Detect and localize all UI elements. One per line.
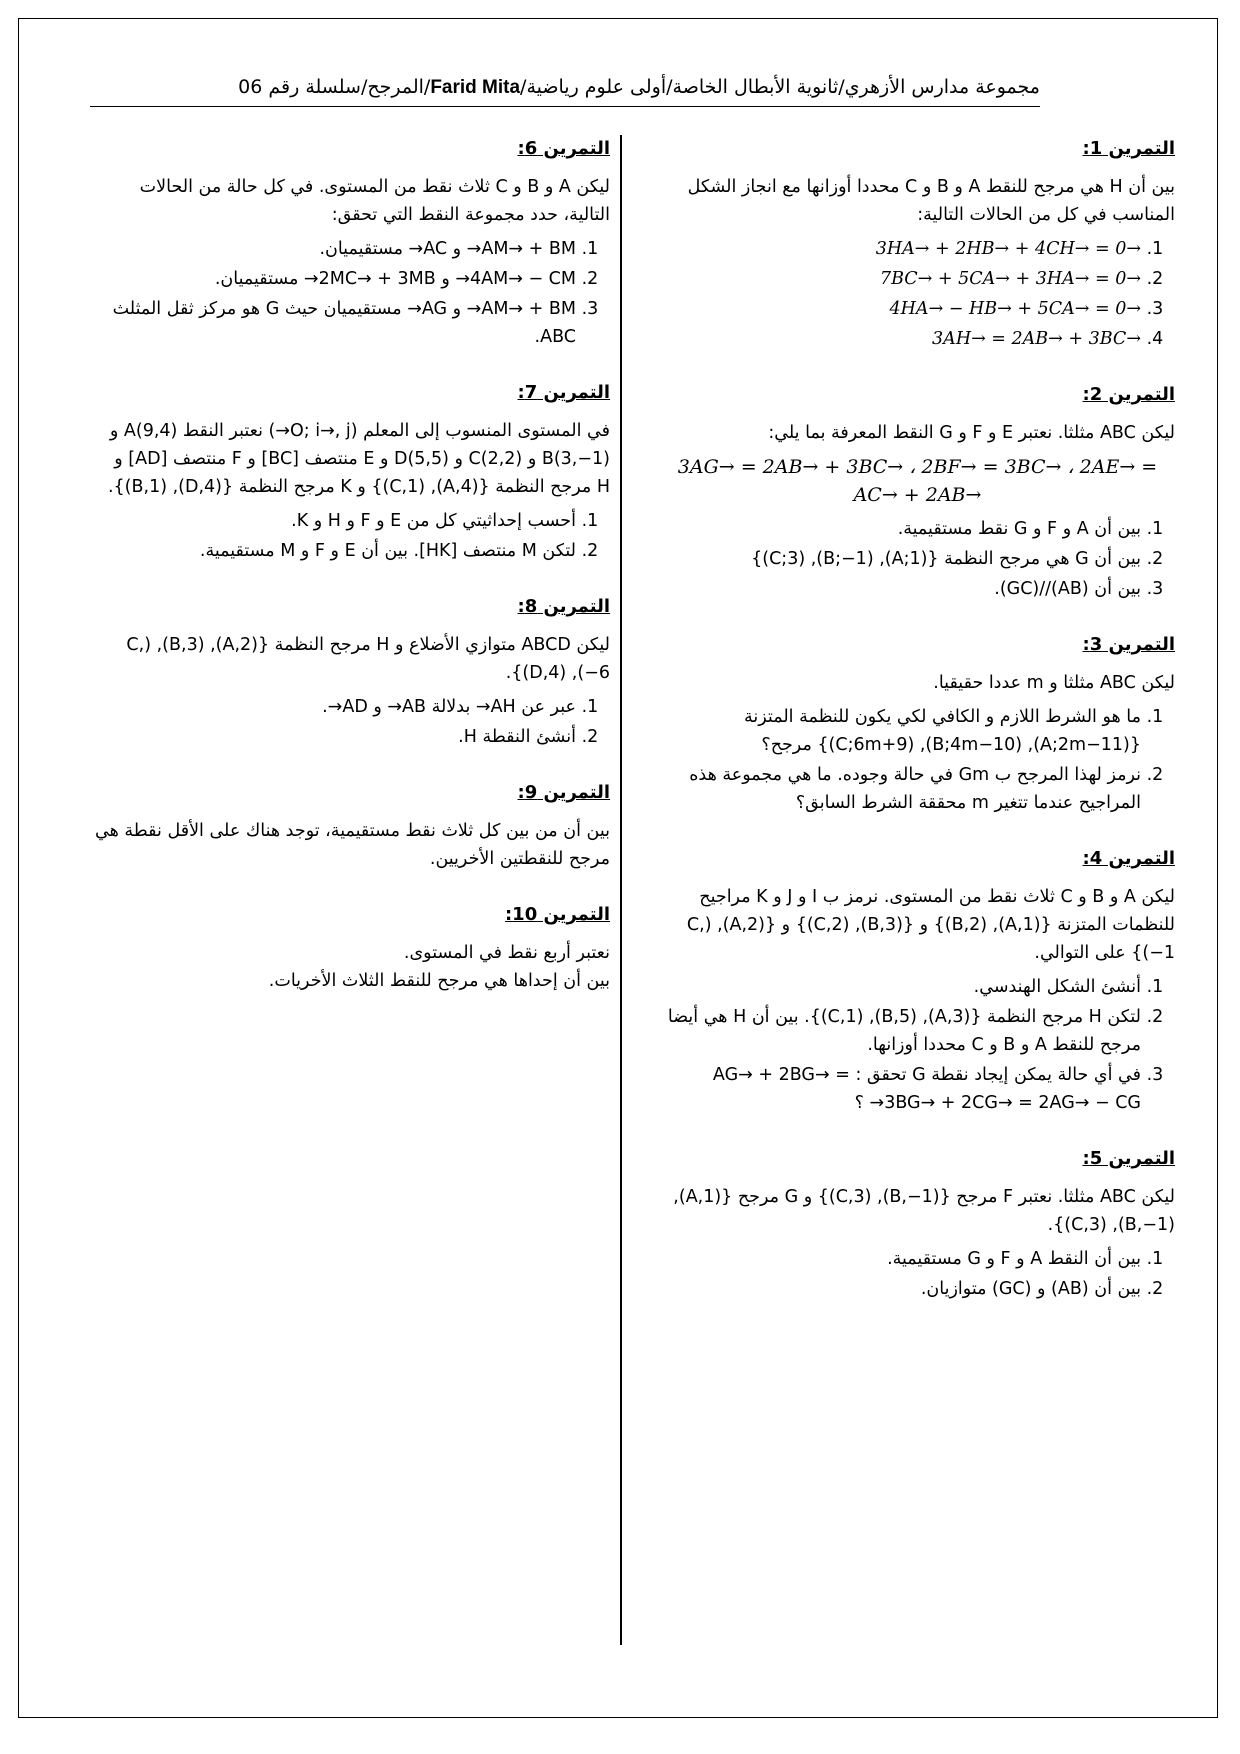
exercise-3 <box>660 631 1175 817</box>
exercise-item: 1. بين أن A و F و G نقط مستقيمية. <box>660 515 1141 543</box>
header-text-after: /المرجح/سلسلة رقم 06 <box>238 76 431 98</box>
vector-equation: 7BC→ + 5CA→ + 3HA→ = 0→ <box>879 269 1141 289</box>
exercise-title: التمرين 10: <box>504 904 610 925</box>
exercise-item: 3. في أي حالة يمكن إيجاد نقطة G تحقق : AG→ + 2BG→ = 3BG→ + 2CG→ = 2AG→ − CG→ ؟ <box>660 1061 1141 1117</box>
exercise-intro: ليكن A و B و C ثلاث نقط من المستوى. في كل حالة من الحالات التالية، حدد مجموعة النقط التي تحقق: <box>139 177 610 225</box>
exercise-item: 1. أنشئ الشكل الهندسي. <box>660 973 1141 1001</box>
exercise-item: 3. بين أن (AB)//(GC). <box>660 575 1141 603</box>
exercise-items <box>660 515 1175 603</box>
exercise-intro: ليكن A و B و C ثلاث نقط من المستوى. نرمز ب I و J و K مراجيح للنظمات المتزنة {(A,1), (B,2)} و {(B,3), (C,2)} و {(A,2), (C,−1)} على التوالي. <box>686 887 1175 963</box>
exercise-items <box>90 693 610 751</box>
exercise-5 <box>660 1145 1175 1303</box>
exercise-title: التمرين 6: <box>517 138 610 159</box>
exercise-item: 1. AM→ + BM→ و AC→ مستقيميان. <box>90 235 576 263</box>
exercise-items <box>660 1245 1175 1303</box>
exercise-item: 2. بين أن (AB) و (GC) متوازيان. <box>660 1275 1141 1303</box>
header-text-before: مجموعة مدارس الأزهري/ثانوية الأبطال الخاصة/أولى علوم رياضية/ <box>520 76 1040 98</box>
right-column <box>660 135 1175 1331</box>
exercise-8 <box>90 593 610 751</box>
exercise-intro: بين أن من بين كل ثلاث نقط مستقيمية، توجد هناك على الأقل نقطة هي مرجح للنقطتين الأخريين. <box>95 821 610 869</box>
exercise-title: التمرين 9: <box>517 782 610 803</box>
exercise-item: 2. لتكن H مرجح النظمة {(A,3), (B,5), (C,1)}. بين أن H هي أيضا مرجح للنقط A و B و C محددا أوزانها. <box>660 1003 1141 1059</box>
exercise-item: 2. لتكن M منتصف [HK]. بين أن E و F و M مستقيمية. <box>90 537 576 565</box>
exercise-item: 3. AM→ + BM→ و AG→ مستقيميان حيث G هو مركز ثقل المثلث ABC. <box>90 295 576 351</box>
vector-equation: 3AH→ = 2AB→ + 3BC→ <box>932 329 1141 349</box>
exercise-intro: ليكن ABC مثلثا. نعتبر E و F و G النقط المعرفة بما يلي: <box>768 423 1175 443</box>
exercise-4 <box>660 845 1175 1117</box>
exercise-title: التمرين 2: <box>1082 384 1175 405</box>
exercise-2 <box>660 381 1175 603</box>
exercise-item: 2. 4AM→ − CM→ و 2MC→ + 3MB→ مستقيميان. <box>90 265 576 293</box>
header-author: Farid Mita <box>430 77 521 98</box>
exercise-item <box>660 265 1141 293</box>
exercise-items <box>90 235 610 351</box>
exercise-item: 2. بين أن G هي مرجح النظمة {(A;1), (B;−1), (C;3)} <box>660 545 1141 573</box>
exercise-intro: ليكن ABC مثلثا. نعتبر F مرجح {(B,−1), (C,3)} و G مرجح {(A,1), (B,−1), (C,3)}. <box>673 1187 1175 1235</box>
exercise-intro: ليكن ABC مثلثا و m عددا حقيقيا. <box>933 673 1175 693</box>
exercise-7 <box>90 379 610 565</box>
page-header <box>90 70 1040 107</box>
exercise-item: 1. أحسب إحداثيتي كل من E و F و H و K. <box>90 507 576 535</box>
exercise-1 <box>660 135 1175 353</box>
column-divider <box>620 135 622 1645</box>
exercise-item: 2. نرمز لهذا المرجح ب Gm في حالة وجوده. ما هي مجموعة هذه المراجيح عندما تتغير m محققة الشرط السابق؟ <box>660 761 1141 817</box>
exercise-6 <box>90 135 610 351</box>
exercise-title: التمرين 3: <box>1082 634 1175 655</box>
exercise-9 <box>90 779 610 873</box>
exercise-title: التمرين 4: <box>1082 848 1175 869</box>
exercise-intro: في المستوى المنسوب إلى المعلم (O; i→, j→) نعتبر النقط A(9,4) و B(3,−1) و C(2,2) و D(5,5) و E منتصف [BC] و F منتصف [AD] و H مرجح النظمة {(A,4), (C,1)} و K مرجح النظمة {(D,4), (B,1)}. <box>107 421 610 497</box>
exercise-text-line: نعتبر أربع نقط في المستوى. <box>403 943 610 963</box>
exercise-title: التمرين 8: <box>517 596 610 617</box>
exercise-item: 1. عبر عن AH→ بدلالة AB→ و AD→. <box>90 693 576 721</box>
exercise-item <box>660 295 1141 323</box>
exercise-intro: ليكن ABCD متوازي الأضلاع و H مرجح النظمة {(A,2), (B,3), (C,−6), (D,4)}. <box>126 635 610 683</box>
exercise-10 <box>90 901 610 995</box>
vector-equation: 4HA→ − HB→ + 5CA→ = 0→ <box>889 299 1141 319</box>
vector-equation: 3AG→ = 2AB→ + 3BC→ ، 2BF→ = 3BC→ ، 2AE→ = AC→ + 2AB→ <box>677 456 1158 506</box>
exercise-items <box>90 507 610 565</box>
exercise-item: 2. أنشئ النقطة H. <box>90 723 576 751</box>
exercise-items <box>660 973 1175 1117</box>
left-column <box>90 135 610 1023</box>
exercise-item: 1. ما هو الشرط اللازم و الكافي لكي يكون للنظمة المتزنة {(A;2m−11), (B;4m−10), (C;6m+9)} مرجح؟ <box>660 703 1141 759</box>
exercise-items <box>660 235 1175 353</box>
exercise-title: التمرين 7: <box>517 382 610 403</box>
exercise-title: التمرين 5: <box>1082 1148 1175 1169</box>
exercise-title: التمرين 1: <box>1082 138 1175 159</box>
exercise-text-line: بين أن إحداها هي مرجح للنقط الثلاث الأخريات. <box>268 971 610 991</box>
exercise-intro: بين أن H هي مرجح للنقط A و B و C محددا أوزانها مع انجاز الشكل المناسب في كل من الحالات التالية: <box>687 177 1175 225</box>
exercise-item: 1. بين أن النقط A و F و G مستقيمية. <box>660 1245 1141 1273</box>
exercise-item <box>660 235 1141 263</box>
exercise-items <box>660 703 1175 817</box>
exercise-item <box>660 325 1141 353</box>
vector-equation: 3HA→ + 2HB→ + 4CH→ = 0→ <box>875 239 1141 259</box>
